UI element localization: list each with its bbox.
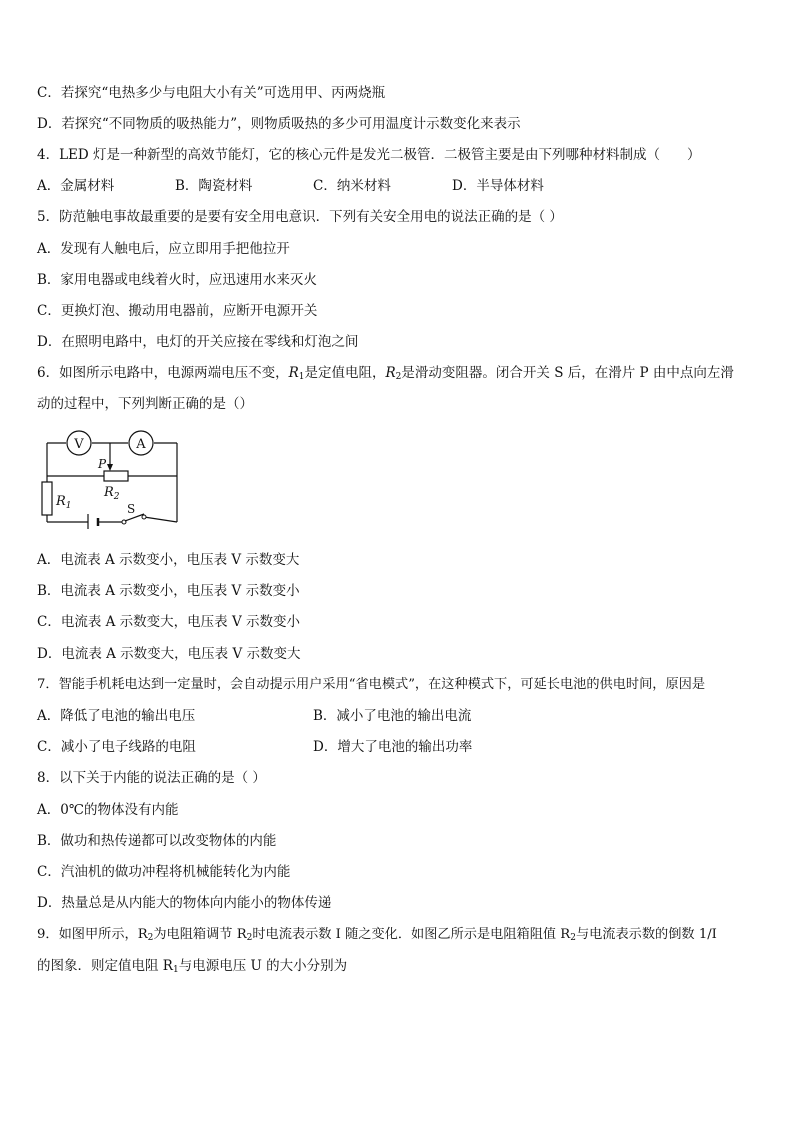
q6-stem-line1: [37, 364, 734, 382]
q5-option-a: A．发现有人触电后，应立即用手把他拉开: [37, 241, 290, 257]
q6-option-c: C．电流表 A 示数变大，电压表 V 示数变小: [37, 614, 300, 630]
q4-option-d: D．半导体材料: [452, 178, 544, 194]
q9-stem-line2: [37, 957, 347, 975]
q6-stem-part-c: 是滑动变阻器。闭合开关 S 后，在滑片 P 由中点向左滑: [401, 365, 734, 381]
q9-sub-4: 1: [172, 965, 179, 975]
r2-resistor-symbol: [104, 471, 128, 481]
q8-option-b: B．做功和热传递都可以改变物体的内能: [37, 833, 277, 849]
q9-part-d: 与电流表示数的倒数 1/I: [575, 927, 717, 942]
q6-r2-symbol: R: [385, 365, 396, 381]
r1-resistor-symbol: [42, 482, 52, 515]
r1-label: $R_1$: [56, 494, 72, 511]
ammeter-label: A: [136, 437, 146, 452]
q8-option-d: D．热量总是从内能大的物体向内能小的物体传递: [37, 895, 332, 911]
switch-label: S: [127, 502, 136, 516]
q9-part-c: 时电流表示数 I 随之变化．如图乙所示是电阻箱阻值 R: [252, 927, 571, 942]
q4-option-b: B．陶瓷材料: [175, 178, 253, 194]
q6-stem-part-b: 是定值电阻，: [304, 365, 386, 381]
q7-option-c: C．减小了电子线路的电阻: [37, 739, 196, 755]
q6-stem-part-a: 6．如图所示电路中，电源两端电压不变，: [37, 365, 289, 381]
q5-option-c: C．更换灯泡、搬动用电器前，应断开电源开关: [37, 303, 318, 319]
r2-label: $R_2$: [104, 485, 120, 502]
q6-r1-sub: 1: [298, 372, 305, 382]
q3-option-c: C．若探究“电热多少与电阻大小有关”可选用甲、丙两烧瓶: [37, 85, 386, 101]
slider-label: P: [98, 457, 107, 471]
q5-stem: 5．防范触电事故最重要的是要有安全用电意识．下列有关安全用电的说法正确的是（ ）: [37, 209, 563, 225]
q6-circuit-diagram: [40, 424, 185, 529]
slider-arrow-icon: [107, 464, 113, 471]
q7-stem: 7．智能手机耗电达到一定量时，会自动提示用户采用“省电模式”，在这种模式下，可延长电池的供电时间，原因是: [37, 677, 706, 692]
q6-r2-sub: 2: [395, 372, 402, 382]
q7-option-a: A．降低了电池的输出电压: [37, 708, 196, 724]
q5-option-d: D．在照明电路中，电灯的开关应接在零线和灯泡之间: [37, 334, 359, 350]
q5-option-b: B．家用电器或电线着火时，应迅速用水来灭火: [37, 272, 317, 288]
q9-sub-3: 2: [570, 933, 576, 943]
voltmeter-label: V: [74, 437, 84, 452]
q4-option-a: A．金属材料: [37, 178, 115, 194]
q9-stem-line1: [37, 926, 717, 944]
q7-option-d: D．增大了电池的输出功率: [313, 739, 473, 755]
q3-option-d: D．若探究“不同物质的吸热能力”，则物质吸热的多少可用温度计示数变化来表示: [37, 116, 521, 132]
switch-contact-right: [142, 515, 146, 519]
q8-option-a: A．0℃的物体没有内能: [37, 802, 179, 818]
q6-option-b: B．电流表 A 示数变小，电压表 V 示数变小: [37, 583, 300, 599]
q9-part-e: 的图象．则定值电阻 R: [37, 958, 173, 974]
q8-stem: 8．以下关于内能的说法正确的是（ ）: [37, 770, 266, 786]
q4-stem: 4．LED 灯是一种新型的高效节能灯，它的核心元件是发光二极管．二极管主要是由下列哪种材料制成（ ）: [37, 147, 701, 163]
q6-r1-symbol: R: [288, 365, 299, 381]
q6-option-d: D．电流表 A 示数变大，电压表 V 示数变大: [37, 646, 301, 662]
q7-option-b: B．减小了电池的输出电流: [313, 708, 472, 724]
q9-sub-2: 2: [246, 933, 253, 943]
q9-part-a: 9．如图甲所示，R: [37, 927, 148, 942]
q8-option-c: C．汽油机的做功冲程将机械能转化为内能: [37, 864, 291, 880]
q6-stem-line2: 动的过程中，下列判断正确的是（）: [37, 396, 253, 412]
q4-option-c: C．纳米材料: [313, 178, 391, 194]
q9-part-b: 为电阻箱调节 R: [153, 927, 247, 942]
q9-part-f: 与电源电压 U 的大小分别为: [178, 958, 348, 974]
q9-sub-1: 2: [147, 933, 154, 943]
q6-option-a: A．电流表 A 示数变小，电压表 V 示数变大: [37, 552, 300, 568]
